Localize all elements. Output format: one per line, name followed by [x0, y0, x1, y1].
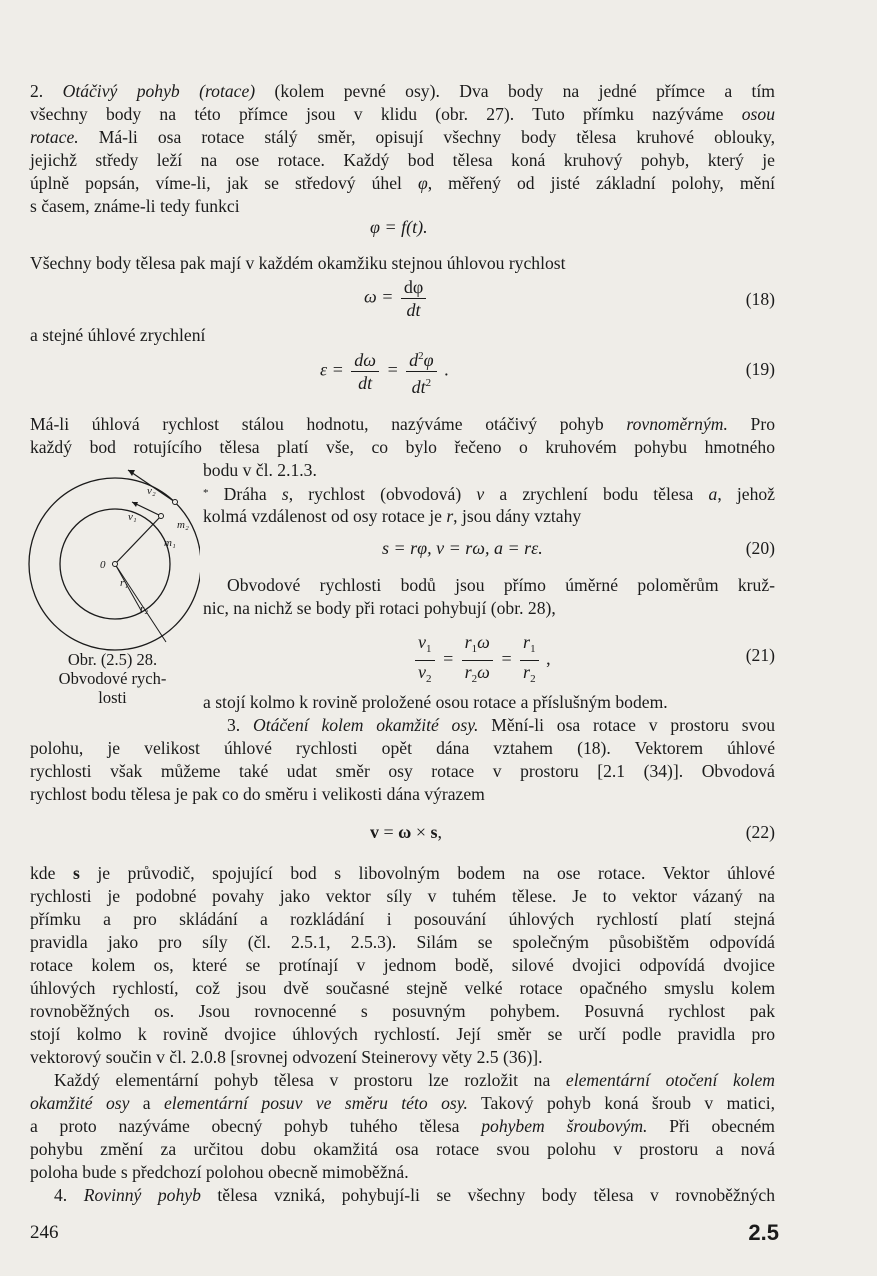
text-line: 2. Otáčivý pohyb (rotace) (kolem pevné osy). Dva body na jedné přímce a tím — [30, 81, 775, 101]
text-line: vektorový součin v čl. 2.0.8 [srovnej odvození Steinerovy věty 2.5 (36)]. — [30, 1047, 543, 1067]
text-line: úplně popsán, víme-li, jak se středový úhel φ, měřený od jisté základní polohy, mění — [30, 173, 775, 193]
text-line: okamžité osy a elementární posuv ve směru této osy. Takový pohyb koná šroub v matici, — [30, 1093, 775, 1113]
text-line: 4. Rovinný pohyb tělesa vzniká, pohybují-li se všechny body tělesa v rovnoběžných — [54, 1185, 775, 1205]
equation-number: (20) — [745, 538, 775, 558]
equation-21: $\frac{v_1}{v_2}$ = $\frac{r_1\omega}{r_2\omega}$ = $\frac{r_1}{r_2}$ , — [412, 632, 551, 689]
equation-number: (19) — [745, 359, 775, 379]
label-m1: m₁ — [164, 537, 176, 549]
text-line: kolmá vzdálenost od osy rotace je r, jsou dány vztahy — [203, 506, 582, 526]
text-line: rovnoběžných os. Jsou rovnocenné s posuvným pohybem. Posuvná rychlost pak — [30, 1001, 775, 1021]
text-line: stojí kolmo k rovině dvojice úhlových rychlostí. Její směr se určí podle pravidla pro — [30, 1024, 775, 1044]
text-line: pravidla jako pro síly (čl. 2.5.1, 2.5.3). Silám se společným působištěm odpovídá — [30, 932, 775, 952]
text-line: přímku a pro skládání a rozkládání i posouvání úhlových rychlostí platí stejná — [30, 909, 775, 929]
text-line: bodu v čl. 2.1.3. — [203, 460, 317, 480]
radius-line — [115, 516, 161, 564]
page-number: 246 — [30, 1222, 59, 1243]
text-line: pohybu změní za určitou dobu okamžitá osa rotace svou polohu v prostoru a nová — [30, 1139, 775, 1159]
text-line: a proto nazýváme obecný pohyb tuhého tělesa pohybem šroubovým. Při obecném — [30, 1116, 775, 1136]
section-number: 2.5 — [748, 1220, 779, 1245]
center-point — [113, 562, 118, 567]
text-line: každý bod rotujícího tělesa platí vše, co bylo řečeno o kruhovém pohybu hmotného — [30, 437, 775, 457]
equation-number: (22) — [745, 822, 775, 842]
figure-circumferential-velocities — [20, 462, 200, 652]
v2-arrowhead — [128, 470, 135, 476]
text-line: polohu, je velikost úhlové rychlosti opět dána vztahem (18). Vektorem úhlové — [30, 738, 775, 758]
label-v1: v₁ — [128, 511, 137, 523]
text-line: nic, na nichž se body při rotaci pohybují (obr. 28), — [203, 598, 556, 618]
figure-caption: Obr. (2.5) 28. Obvodové rych- losti — [58, 650, 167, 707]
label-o: 0 — [100, 559, 106, 571]
text-line: všechny body na této přímce jsou v klidu (obr. 27). Tuto přímku nazýváme osou — [30, 104, 775, 124]
equation-number: (18) — [745, 289, 775, 309]
text-line: rychlosti však můžeme také udat směr osy rotace v prostoru [2.1 (34)]. Obvodová — [30, 761, 775, 781]
text-line: Každý elementární pohyb tělesa v prostoru lze rozložit na elementární otočení kolem — [54, 1070, 776, 1090]
label-m2: m₂ — [177, 519, 189, 531]
label-r1: r₁ — [120, 577, 129, 589]
text-line: a stojí kolmo k rovině proložené osou rotace a příslušným bodem. — [203, 692, 668, 712]
text-line: Má-li úhlová rychlost stálou hodnotu, nazýváme otáčivý pohyb rovnoměrným. Pro — [30, 414, 775, 434]
text-line: rotace kolem os, které se protínají v jednom bodě, silové dvojici odpovídá dvojice — [30, 955, 775, 975]
text-line: rychlosti je podobné povahy jako vektor síly v tuhém tělese. Je to vektor vázaný na — [30, 886, 775, 906]
label-v2: v₂ — [147, 485, 156, 497]
equation-18: ω = $\frac{d\varphi}{dt}$ — [364, 277, 429, 320]
text-line: poloha bude s předchozí polohou obecně mimoběžná. — [30, 1162, 409, 1182]
text-line: Obvodové rychlosti bodů jsou přímo úměrné poloměrům kruž- — [227, 575, 775, 595]
text-line: a stejné úhlové zrychlení — [30, 325, 206, 345]
equation-20: s = rφ, v = rω, a = rε. — [382, 538, 543, 558]
text-line: úhlových rychlostí, což jsou dvě současné stejně velké rotace opačného smyslu kolem — [30, 978, 775, 998]
point-m2 — [173, 500, 178, 505]
text-line: kde s je průvodič, spojující bod s libovolným bodem na ose rotace. Vektor úhlové — [30, 863, 775, 883]
label-r2: r₂ — [140, 603, 149, 615]
point-m1 — [159, 514, 164, 519]
text-line: jejichž středy leží na ose rotace. Každý bod tělesa koná kruhový pohyb, který je — [30, 150, 775, 170]
text-line: * Dráha s, rychlost (obvodová) v a zrychlení bodu tělesa a, jehož — [203, 484, 775, 504]
text-line: rychlost bodu tělesa je pak co do směru i velikosti dána výrazem — [30, 784, 485, 804]
text-line: 3. Otáčení kolem okamžité osy. Mění-li osa rotace v prostoru svou — [227, 715, 775, 735]
equation-22: v = ω × s, — [370, 822, 442, 842]
equation-19: ε = $\frac{d\omega}{dt}$ = $\frac{d^2\varphi}{dt^2}$ . — [320, 346, 449, 397]
text-line: rotace. Má-li osa rotace stálý směr, opisují všechny body tělesa kruhové oblouky, — [30, 127, 775, 147]
text-line: s časem, známe-li tedy funkci — [30, 196, 240, 216]
equation-phi: φ = f(t). — [370, 217, 428, 237]
text-line: Všechny body tělesa pak mají v každém okamžiku stejnou úhlovou rychlost — [30, 253, 566, 273]
equation-number: (21) — [745, 645, 775, 665]
